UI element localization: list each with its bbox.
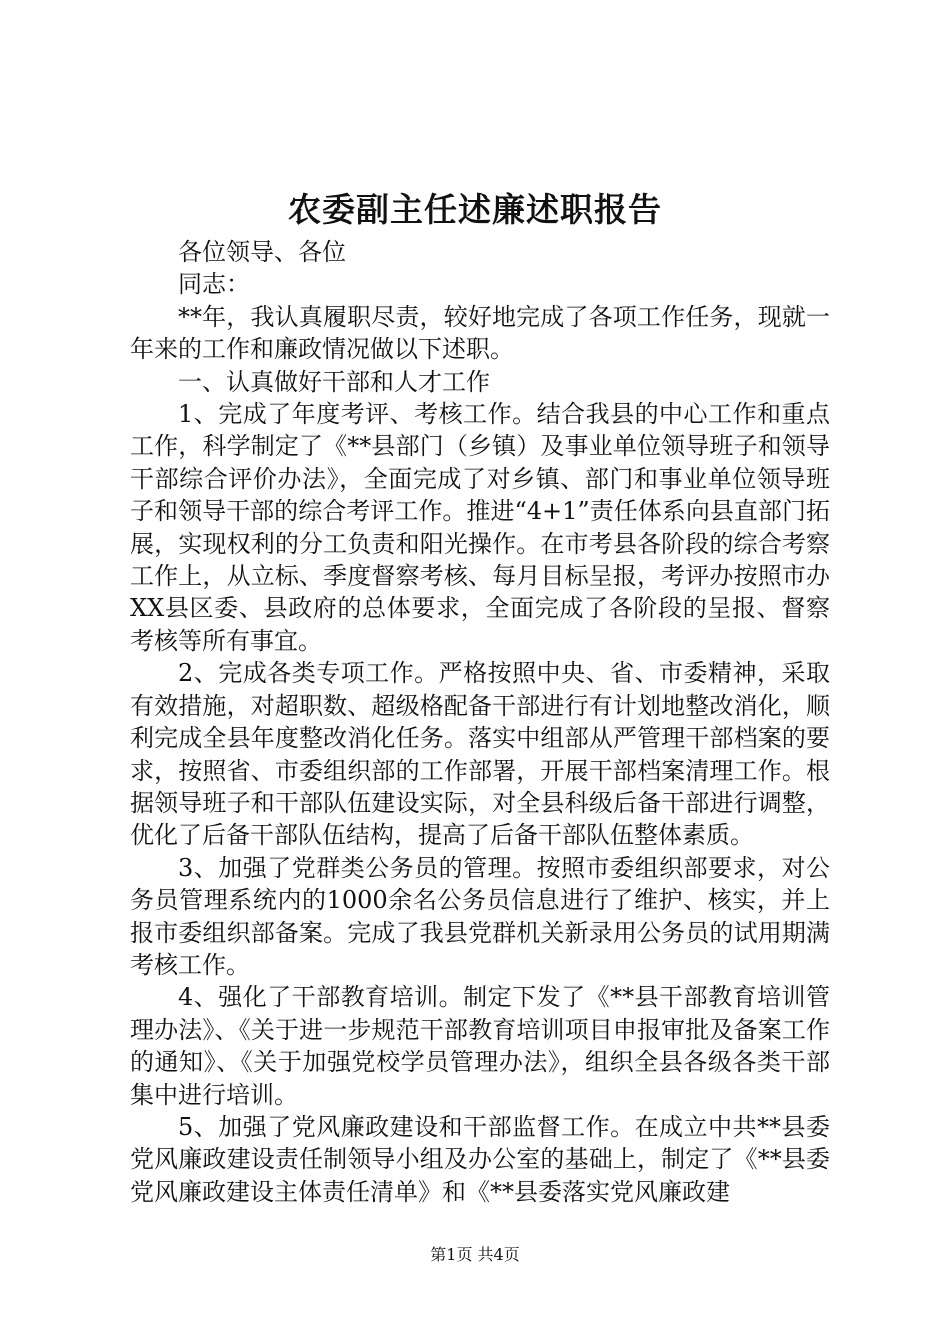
intro-paragraph: **年，我认真履职尽责，较好地完成了各项工作任务，现就一年来的工作和廉政情况做以下述职。 (130, 302, 830, 364)
salutation-line-2: 同志： (178, 270, 250, 299)
document-title: 农委副主任述廉述职报告 (288, 190, 662, 229)
page-number-footer: 第1页 共4页 (430, 1245, 520, 1264)
paragraph-item-3: 3、加强了党群类公务员的管理。按照市委组织部要求，对公务员管理系统内的1000余名公务员信息进行了维护、核实，并上报市委组织部备案。完成了我县党群机关新录用公务员的试用期满考核工作。 (130, 853, 830, 979)
paragraph-item-5: 5、加强了党风廉政建设和干部监督工作。在成立中共**县委党风廉政建设责任制领导小组及办公室的基础上，制定了《**县委党风廉政建设主体责任清单》和《**县委落实党风廉政建 (130, 1112, 830, 1206)
document-body (130, 236, 830, 1208)
paragraph-item-4: 4、强化了干部教育培训。制定下发了《**县干部教育培训管理办法》、《关于进一步规范干部教育培训项目申报审批及备案工作的通知》、《关于加强党校学员管理办法》，组织全县各级各类干部集中进行培训。 (130, 983, 830, 1109)
salutation-line-1: 各位领导、各位 (178, 238, 346, 266)
section-heading: 一、认真做好干部和人才工作 (178, 367, 490, 396)
paragraph-item-1: 1、完成了年度考评、考核工作。结合我县的中心工作和重点工作，科学制定了《**县部门（乡镇）及事业单位领导班子和领导干部综合评价办法》，全面完成了对乡镇、部门和事业单位领导班子和领导干部的综合考评工作。推进“4+1”责任体系向县直部门拓展，实现权利的分工负责和阳光操作。在市考县各阶段的综合考察工作上，从立标、季度督察考核、每月目标呈报，考评办按照市办XX县区委、县政府的总体要求，全面完成了各阶段的呈报、督察考核等所有事宜。 (130, 400, 830, 655)
paragraph-item-2: 2、完成各类专项工作。严格按照中央、省、市委精神，采取有效措施，对超职数、超级格配备干部进行有计划地整改消化，顺利完成全县年度整改消化任务。落实中组部从严管理干部档案的要求，按照省、市委组织部的工作部署，开展干部档案清理工作。根据领导班子和干部队伍建设实际，对全县科级后备干部进行调整，优化了后备干部队伍结构，提高了后备干部队伍整体素质。 (130, 659, 830, 850)
